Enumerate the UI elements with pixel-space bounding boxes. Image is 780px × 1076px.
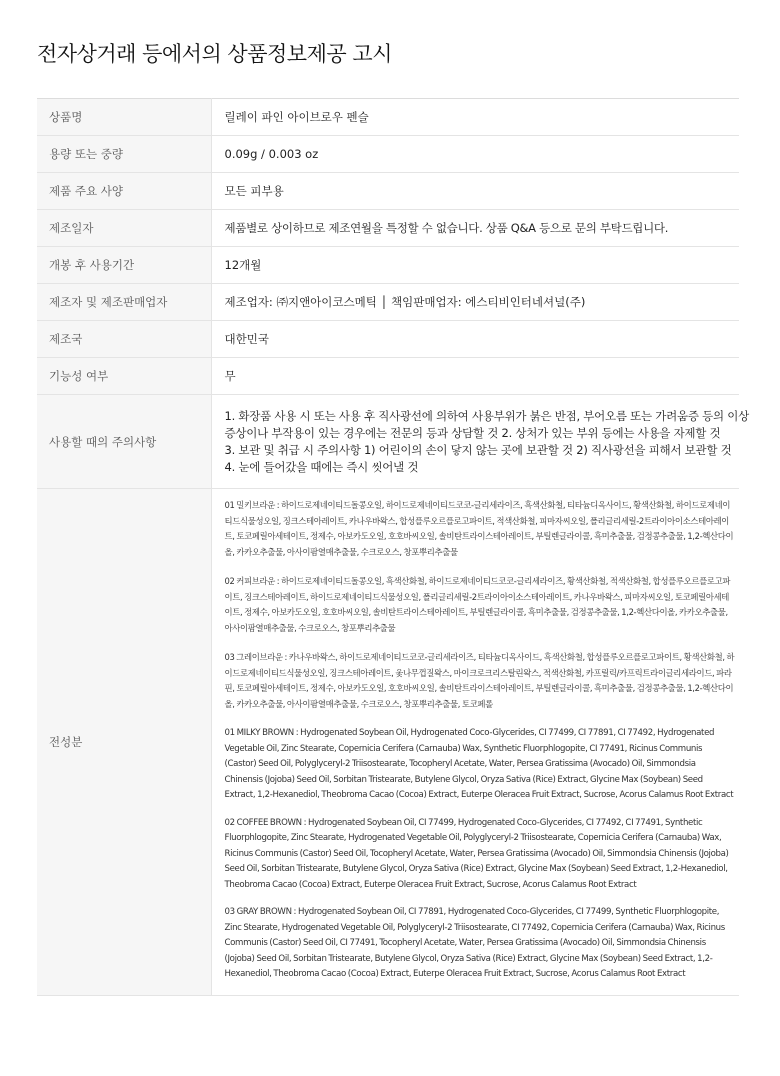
caution-text bbox=[211, 395, 749, 489]
table-row bbox=[37, 173, 739, 210]
page-title: 전자상거래 등에서의 상품정보제공 고시 bbox=[37, 42, 392, 66]
table-row bbox=[37, 99, 739, 136]
caution-line: 1. 화장품 사용 시 또는 사용 후 직사광선에 의하여 사용부위가 붉은 반점, 부어오름 또는 가려움증 등의 이상 bbox=[224, 408, 749, 423]
row-label: 기능성 여부 bbox=[37, 358, 211, 395]
caution-line: 증상이나 부작용이 있는 경우에는 전문의 등과 상담할 것 2. 상처가 있는 부위 등에는 사용을 자제할 것 bbox=[224, 425, 721, 440]
ingredients-en-coffee-brown: 02 COFFEE BROWN : Hydrogenated Soybean Oil, CI 77499, Hydrogenated Coco-Glycerides, CI 77492, CI 77491, Synthetic Fluorphlogopite, Zinc Stearate, Hydrogenated Vegetable Oil, Polyglyceryl-2 Triisostearate, Copernicia Cerifera (Carnauba) Wax, Ricinus Communis (Castor) Seed Oil, Tocopheryl Acetate, Water, Persea Gratissima (Avocado) Oil, Simmondsia Chinensis (Jojoba) Seed Oil, Sorbitan Tristearate, Butylene Glycol, Oryza Sativa (Rice) Extract, Glycine Max (Soybean) Seed Extract, 1,2-Hexanediol, Theobroma Cacao (Cocoa) Extract, Euterpe Oleracea Fruit Extract, Sucrose, Acorus Calamus Root Extract bbox=[224, 817, 729, 890]
caution-line: 4. 눈에 들어갔을 때에는 즉시 씻어낼 것 bbox=[224, 459, 419, 474]
ingredients-text bbox=[211, 489, 739, 996]
table-row bbox=[37, 136, 739, 173]
table-row bbox=[37, 321, 739, 358]
row-label: 제조자 및 제조판매업자 bbox=[37, 284, 211, 321]
caution-line: 3. 보관 및 취급 시 주의사항 1) 어린이의 손이 닿지 않는 곳에 보관할 것 2) 직사광선을 피해서 보관할 것 bbox=[224, 442, 732, 457]
row-value: 제품별로 상이하므로 제조연월을 특정할 수 없습니다. 상품 Q&A 등으로 문의 부탁드립니다. bbox=[211, 210, 739, 247]
row-value: 무 bbox=[211, 358, 739, 395]
row-value: 12개월 bbox=[211, 247, 739, 284]
product-info-table bbox=[37, 98, 749, 996]
row-value: 대한민국 bbox=[211, 321, 739, 358]
row-value: 릴레이 파인 아이브로우 펜슬 bbox=[211, 99, 739, 136]
ingredients-ko-coffee-brown: 02 커피브라운 : 하이드로제네이티드돌콩오일, 흑색산화철, 하이드로제네이티드코코-글리세라이즈, 황색산화철, 적색산화철, 합성플루오르플로고파이트, 징크스테아레이트, 하이드로제네이티드식물성오일, 폴리글리세릴-2트라이아이소스테아레이트, 카나우바왁스, 피마자씨오일, 토코페릴아세테이트, 정제수, 아보카도오일, 호호바씨오일, 솔비탄트라이스테아레이트, 부틸렌글라이콜, 흑미추출물, 검정콩추출물, 1,2-헥산다이올, 카카오추출물, 아사이팜열매추출물, 수크로오스, 창포뿌리추출물 bbox=[224, 576, 731, 633]
row-value: 제조업자: ㈜지앤아이코스메틱 │ 책임판매업자: 에스티비인터네셔널(주) bbox=[211, 284, 739, 321]
table-row bbox=[37, 210, 739, 247]
row-value: 모든 피부용 bbox=[211, 173, 739, 210]
row-label: 전성분 bbox=[37, 489, 211, 996]
row-label: 개봉 후 사용기간 bbox=[37, 247, 211, 284]
row-label: 제조일자 bbox=[37, 210, 211, 247]
table-row-caution bbox=[37, 395, 739, 489]
table-row bbox=[37, 247, 739, 284]
row-label: 상품명 bbox=[37, 99, 211, 136]
ingredients-en-gray-brown: 03 GRAY BROWN : Hydrogenated Soybean Oil, CI 77891, Hydrogenated Coco-Glycerides, CI 77499, Synthetic Fluorphlogopite, Zinc Stearate, Hydrogenated Vegetable Oil, Polyglyceryl-2 Triisostearate, CI 77492, Copernicia Cerifera (Carnauba) Wax, Ricinus Communis (Castor) Seed Oil, CI 77491, Tocopheryl Acetate, Water, Persea Gratissima (Avocado) Oil, Simmondsia Chinensis (Jojoba) Seed Oil, Sorbitan Tristearate, Butylene Glycol, Oryza Sativa (Rice) Extract, Glycine Max (Soybean) Seed Extract, 1,2-Hexanediol, Theobroma Cacao (Cocoa) Extract, Euterpe Oleracea Fruit Extract, Sucrose, Acorus Calamus Root Extract bbox=[224, 907, 725, 979]
table-row-ingredients bbox=[37, 489, 739, 996]
row-value: 0.09g / 0.003 oz bbox=[211, 136, 739, 173]
row-label: 용량 또는 중량 bbox=[37, 136, 211, 173]
ingredients-en-milky-brown: 01 MILKY BROWN : Hydrogenated Soybean Oil, Hydrogenated Coco-Glycerides, CI 77499, CI 77891, CI 77492, Hydrogenated Vegetable Oil, Zinc Stearate, Copernicia Cerifera (Carnauba) Wax, Synthetic Fluorphlogopite, CI 77491, Ricinus Communis (Castor) Seed Oil, Polyglyceryl-2 Triisostearate, Tocopheryl Acetate, Water, Persea Gratissima (Avocado) Oil, Simmondsia Chinensis (Jojoba) Seed Oil, Sorbitan Tristearate, Butylene Glycol, Oryza Sativa (Rice) Extract, Glycine Max (Soybean) Seed Extract, 1,2-Hexanediol, Theobroma Cacao (Cocoa) Extract, Euterpe Oleracea Fruit Extract, Sucrose, Acorus Calamus Root Extract bbox=[224, 728, 734, 800]
row-label: 제품 주요 사양 bbox=[37, 173, 211, 210]
row-label: 제조국 bbox=[37, 321, 211, 358]
ingredients-ko-gray-brown: 03 그레이브라운 : 카나우바왁스, 하이드로제네이티드코코-글리세라이즈, 티타늄디옥사이드, 흑색산화철, 합성플루오르플로고파이트, 황색산화철, 하이드로제네이티드식물성오일, 징크스테아레이트, 옻나무껍질왁스, 마이크로크리스탈린왁스, 적색산화철, 카프릴릭/카프릭트라이글리세라이드, 파라핀, 토코페릴아세테이트, 정제수, 아보카도오일, 호호바씨오일, 솔비탄트라이스테아레이트, 부틸렌글라이콜, 흑미추출물, 검정콩추출물, 1,2-헥산다이올, 카카오추출물, 아사이팜열매추출물, 수크로오스, 창포뿌리추출물, 토코페롤 bbox=[224, 652, 735, 709]
table-row bbox=[37, 284, 739, 321]
ingredients-ko-milky-brown: 01 밀키브라운 : 하이드로제네이티드돌콩오일, 하이드로제네이티드코코-글리세라이즈, 흑색산화철, 티타늄디옥사이드, 황색산화철, 하이드로제네이티드식물성오일, 징크스테아레이트, 카나우바왁스, 합성플루오르플로고파이트, 적색산화철, 피마자씨오일, 폴리글리세릴-2트라이아이소스테아레이트, 토코페릴아세테이트, 정제수, 아보카도오일, 호호바씨오일, 솔비탄트라이스테아레이트, 부틸렌글라이콜, 흑미추출물, 검정콩추출물, 1,2-헥산다이올, 카카오추출물, 아사이팜열매추출물, 수크로오스, 창포뿌리추출물 bbox=[224, 500, 734, 557]
table-row bbox=[37, 358, 739, 395]
row-label: 사용할 때의 주의사항 bbox=[37, 395, 211, 489]
